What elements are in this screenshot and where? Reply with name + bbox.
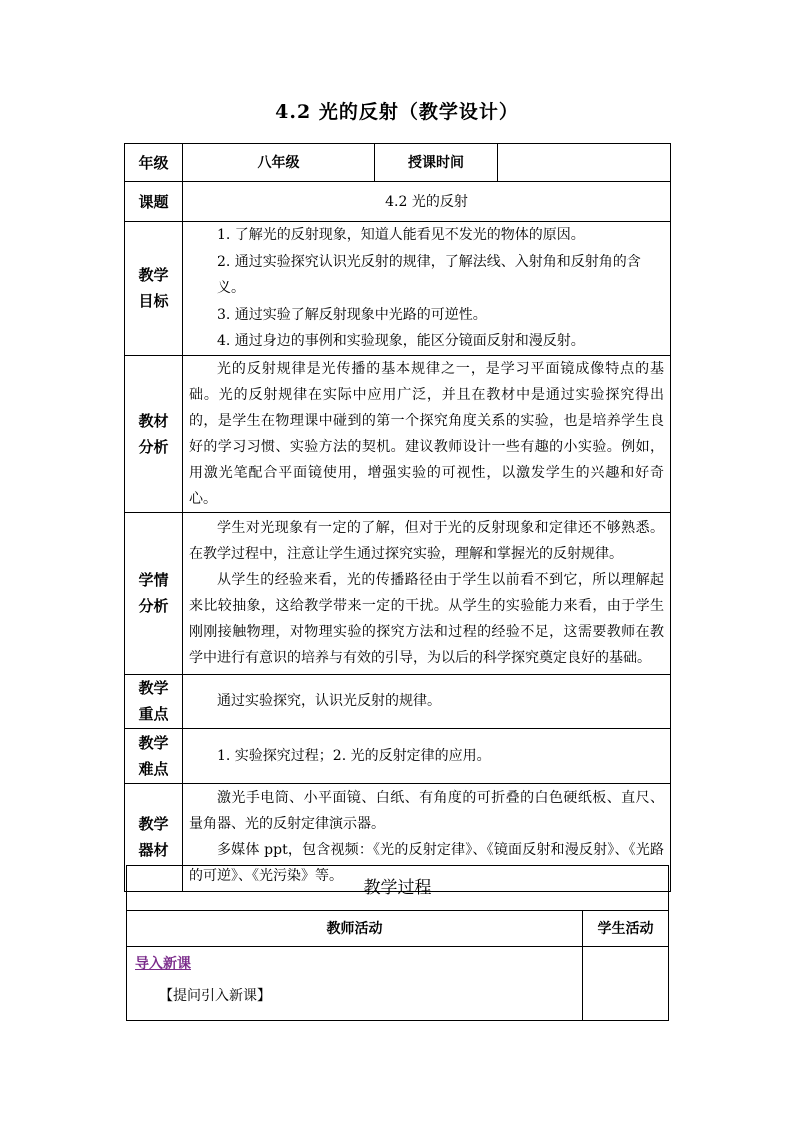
student-analysis-row: [125, 512, 671, 674]
material-analysis-row: [125, 355, 671, 512]
goal-item: 2. 通过实验探究认识光反射的规律，了解法线、入射角和反射角的含义。: [217, 253, 641, 296]
goals-label: 教学 目标: [125, 222, 183, 356]
grade-value: 八年级: [183, 144, 375, 182]
grade-row: [125, 144, 671, 182]
intro-teacher-cell: [127, 947, 583, 1021]
student-analysis-label: 学情 分析: [125, 512, 183, 674]
goal-item: 3. 通过实验了解反射现象中光路的可逆性。: [217, 306, 487, 323]
process-heading: 教学过程: [127, 866, 669, 911]
topic-value: 4.2 光的反射: [183, 182, 671, 222]
difficulties-label: 教学 难点: [125, 728, 183, 783]
teacher-activity-header: 教师活动: [127, 911, 583, 947]
process-heading-row: [127, 866, 669, 911]
student-analysis-paragraph: 学生对光现象有一定的了解，但对于光的反射现象和定律还不够熟悉。在教学过程中，注意让学生通过探究实验，理解和掌握光的反射规律。: [189, 520, 664, 562]
goals-content: [183, 222, 671, 356]
student-activity-header: 学生活动: [583, 911, 669, 947]
equipment-label: 教学 器材: [125, 783, 183, 891]
grade-label: 年级: [125, 144, 183, 182]
goal-item: 4. 通过身边的事例和实验现象，能区分镜面反射和漫反射。: [217, 333, 585, 349]
key-points-label: 教学 重点: [125, 674, 183, 728]
intro-section-subtitle: 【提问引入新课】: [159, 988, 271, 1004]
topic-row: [125, 182, 671, 222]
goals-row: [125, 222, 671, 356]
student-analysis-content: [183, 512, 671, 674]
topic-label: 课题: [125, 182, 183, 222]
difficulties-content: [183, 728, 671, 783]
equipment-paragraph: 激光手电筒、小平面镜、白纸、有角度的可折叠的白色硬纸板、直尺、量角器、光的反射定律演示器。: [189, 790, 664, 832]
intro-row: [127, 947, 669, 1021]
document-title: 4.2 光的反射（教学设计）: [275, 101, 519, 123]
key-points-row: [125, 674, 671, 728]
goal-item: 1. 了解光的反射现象，知道人能看见不发光的物体的原因。: [217, 227, 585, 243]
intro-student-cell: [583, 947, 669, 1021]
material-analysis-content: [183, 355, 671, 512]
teaching-process-table: [126, 865, 669, 1021]
difficulties-row: [125, 728, 671, 783]
key-points-content: [183, 674, 671, 728]
key-points-text: 通过实验探究，认识光反射的规律。: [217, 693, 441, 709]
process-columns-row: [127, 911, 669, 947]
intro-section-title: 导入新课: [135, 956, 191, 972]
material-analysis-label: 教材 分析: [125, 355, 183, 512]
class-time-value: [498, 144, 671, 182]
lesson-plan-table: [124, 143, 671, 892]
class-time-label: 授课时间: [375, 144, 498, 182]
equipment-paragraph: 多媒体 ppt，包含视频：《光的反射定律》、《镜面反射和漫反射》、《光路的可逆》、《光污染》等。: [189, 842, 664, 884]
material-analysis-text: 光的反射规律是光传播的基本规律之一，是学习平面镜成像特点的基础。光的反射规律在实际中应用广泛，并且在教材中是通过实验探究得出的，是学生在物理课中碰到的第一个探究角度关系的实验，也是培养学生良好的学习习惯、实验方法的契机。建议教师设计一些有趣的小实验。例如，用激光笔配合平面镜使用，增强实验的可视性，以激发学生的兴趣和好奇心。: [189, 360, 664, 507]
difficulties-text: 1. 实验探究过程；2. 光的反射定律的应用。: [217, 747, 491, 764]
student-analysis-paragraph: 从学生的经验来看，光的传播路径由于学生以前看不到它，所以理解起来比较抽象，这给教学带来一定的干扰。从学生的实验能力来看，由于学生刚刚接触物理，对物理实验的探究方法和过程的经验不足，这需要教师在教学中进行有意识的培养与有效的引导，为以后的科学探究奠定良好的基础。: [189, 572, 664, 666]
